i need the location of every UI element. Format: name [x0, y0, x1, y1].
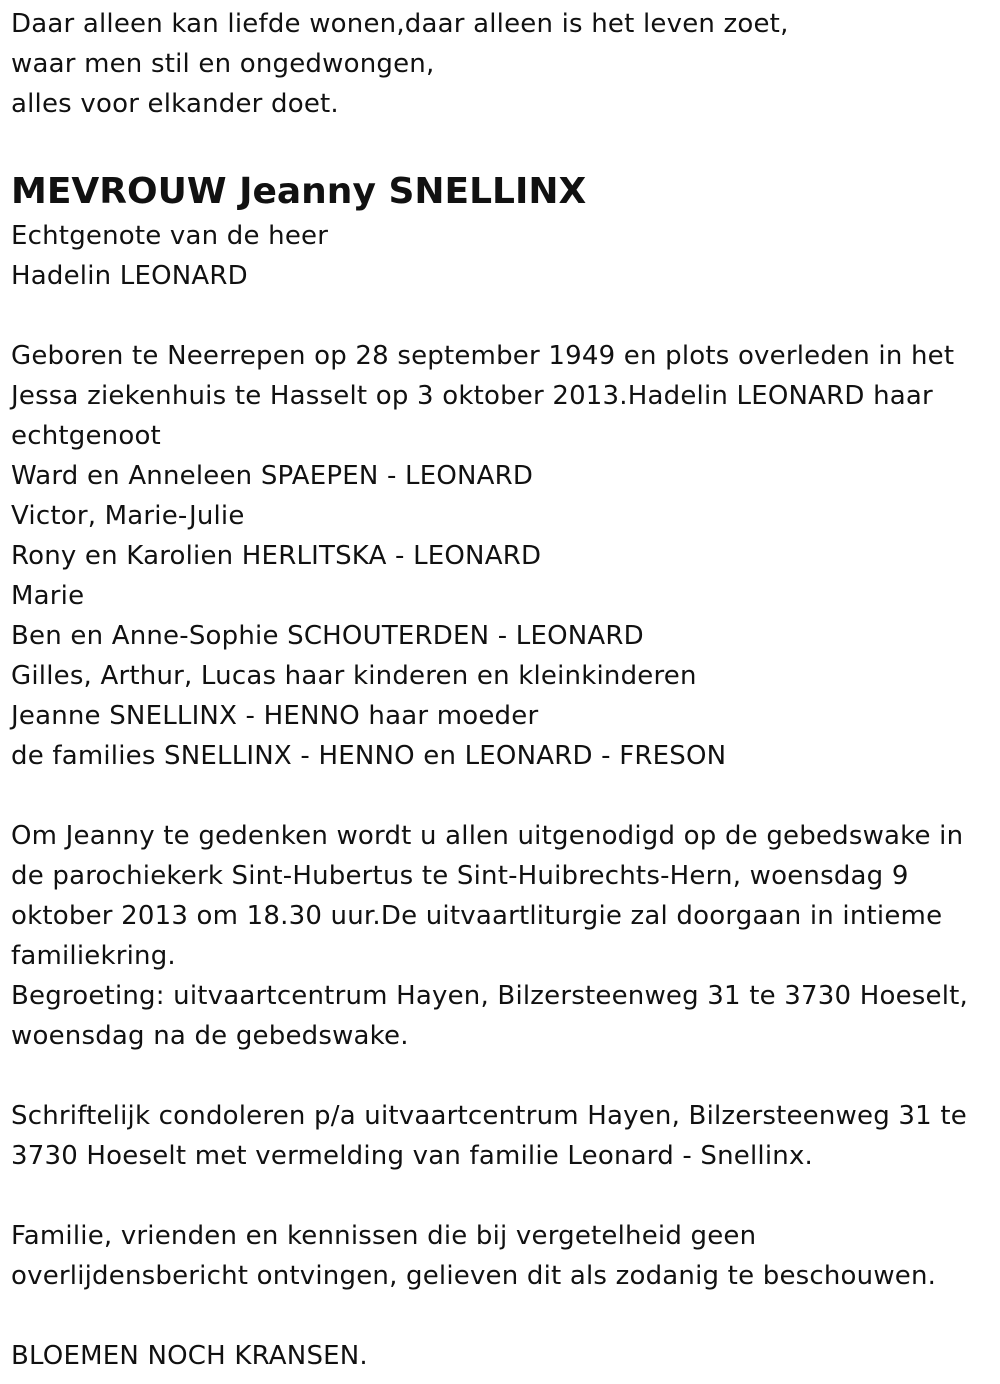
- deceased-name-title: MEVROUW Jeanny SNELLINX: [11, 171, 587, 212]
- spacer: [11, 776, 991, 816]
- family-line: de families SNELLINX - HENNO en LEONARD - FRESON: [11, 741, 727, 771]
- spouse-line: Hadelin LEONARD: [11, 261, 248, 291]
- ceremony-line: familiekring.: [11, 941, 176, 971]
- notice-line: Familie, vrienden en kennissen die bij vergetelheid geen: [11, 1221, 757, 1251]
- spouse-line: Echtgenote van de heer: [11, 221, 329, 251]
- family-line: Ben en Anne-Sophie SCHOUTERDEN - LEONARD: [11, 621, 644, 651]
- condolences-line: Schriftelijk condoleren p/a uitvaartcentrum Hayen, Bilzersteenweg 31 te: [11, 1101, 967, 1131]
- spacer: [11, 1176, 991, 1216]
- family-line: Rony en Karolien HERLITSKA - LEONARD: [11, 541, 542, 571]
- poem-line: waar men stil en ongedwongen,: [11, 49, 435, 79]
- notice-section: [11, 1216, 991, 1296]
- closing-line: BLOEMEN NOCH KRANSEN.: [11, 1341, 368, 1371]
- ceremony-section: [11, 816, 991, 1056]
- condolences-section: [11, 1096, 991, 1176]
- ceremony-line: de parochiekerk Sint-Hubertus te Sint-Huibrechts-Hern, woensdag 9: [11, 861, 909, 891]
- ceremony-line: Om Jeanny te gedenken wordt u allen uitgenodigd op de gebedswake in: [11, 821, 964, 851]
- ceremony-line: Begroeting: uitvaartcentrum Hayen, Bilzersteenweg 31 te 3730 Hoeselt,: [11, 981, 968, 1011]
- notice-line: overlijdensbericht ontvingen, gelieven dit als zodanig te beschouwen.: [11, 1261, 937, 1291]
- poem-line: alles voor elkander doet.: [11, 89, 339, 119]
- family-line: Geboren te Neerrepen op 28 september 1949 en plots overleden in het: [11, 341, 955, 371]
- obituary-document: [11, 4, 991, 1376]
- family-line: Jessa ziekenhuis te Hasselt op 3 oktober 2013.Hadelin LEONARD haar: [11, 381, 933, 411]
- family-line: Jeanne SNELLINX - HENNO haar moeder: [11, 701, 539, 731]
- spacer: [11, 1056, 991, 1096]
- title-section: [11, 168, 991, 296]
- family-line: Gilles, Arthur, Lucas haar kinderen en kleinkinderen: [11, 661, 697, 691]
- family-line: Victor, Marie-Julie: [11, 501, 245, 531]
- family-line: Ward en Anneleen SPAEPEN - LEONARD: [11, 461, 534, 491]
- family-section: [11, 336, 991, 776]
- poem-section: [11, 4, 991, 124]
- ceremony-line: woensdag na de gebedswake.: [11, 1021, 409, 1051]
- condolences-line: 3730 Hoeselt met vermelding van familie Leonard - Snellinx.: [11, 1141, 814, 1171]
- spacer: [11, 1296, 991, 1336]
- family-line: echtgenoot: [11, 421, 161, 451]
- spacer: [11, 124, 991, 164]
- spacer: [11, 296, 991, 336]
- poem-line: Daar alleen kan liefde wonen,daar alleen is het leven zoet,: [11, 9, 789, 39]
- ceremony-line: oktober 2013 om 18.30 uur.De uitvaartliturgie zal doorgaan in intieme: [11, 901, 943, 931]
- family-line: Marie: [11, 581, 85, 611]
